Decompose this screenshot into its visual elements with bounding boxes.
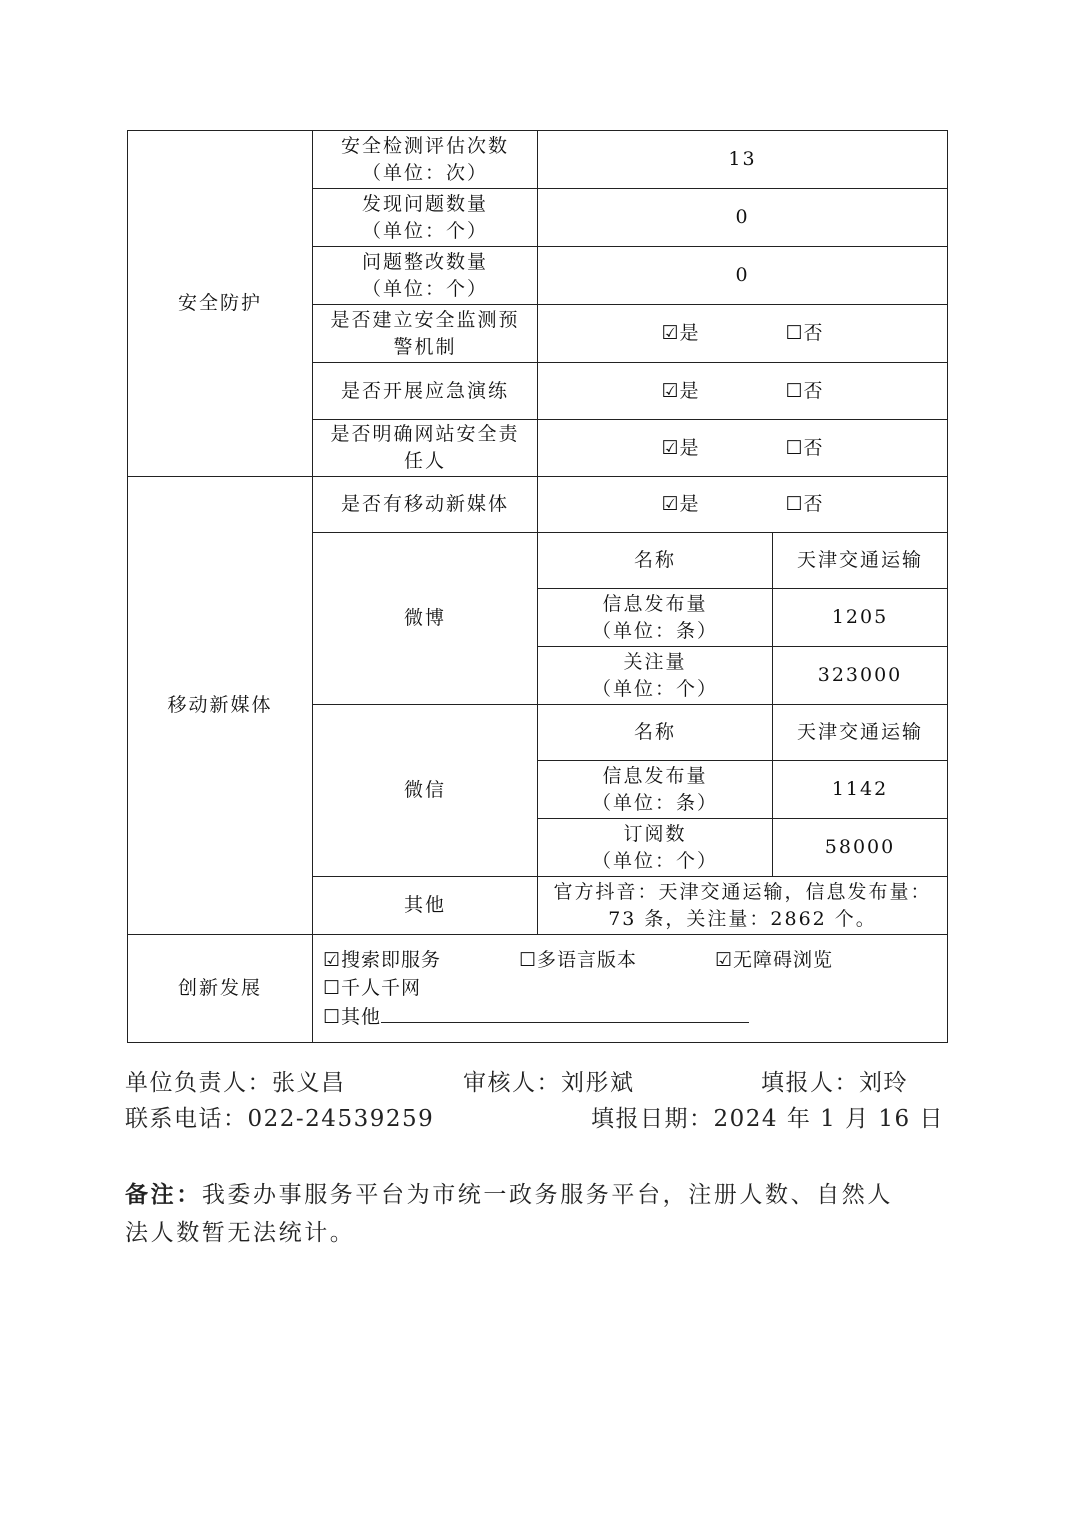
accessibility-checkbox[interactable]: ☑无障碍浏览	[715, 949, 834, 971]
issues-found-value: 0	[538, 189, 948, 247]
monitoring-mechanism-options	[538, 305, 948, 363]
yes-checkbox[interactable]: ☑是	[661, 379, 700, 402]
weibo-name-value: 天津交通运输	[773, 533, 948, 589]
table-row	[128, 131, 948, 189]
innovation-options	[313, 935, 948, 1043]
remark-title: 备注：	[125, 1181, 202, 1208]
yes-checkbox[interactable]: ☑是	[661, 436, 700, 459]
emergency-drill-label: 是否开展应急演练	[313, 363, 538, 420]
other-blank-line[interactable]	[381, 1002, 749, 1023]
other-checkbox[interactable]: ☐其他	[323, 1006, 382, 1028]
wechat-subscribers-value: 58000	[773, 819, 948, 877]
weibo-followers-label: 关注量 （单位：个）	[538, 647, 773, 705]
unit-head: 单位负责人：张义昌	[125, 1070, 346, 1096]
security-section-label: 安全防护	[128, 131, 313, 477]
fill-date: 填报日期：2024 年 1 月 16 日	[591, 1106, 944, 1132]
security-check-count-label: 安全检测评估次数 （单位：次）	[313, 131, 538, 189]
yes-checkbox[interactable]: ☑是	[661, 322, 700, 344]
table-row	[128, 477, 948, 533]
wechat-subscribers-label: 订阅数 （单位：个）	[538, 819, 773, 877]
reviewer: 审核人：刘彤斌	[463, 1070, 635, 1096]
security-owner-label: 是否明确网站安全责 任人	[313, 420, 538, 477]
search-as-service-checkbox[interactable]: ☑搜索即服务	[323, 949, 442, 971]
weibo-posts-value: 1205	[773, 589, 948, 647]
report-table	[127, 130, 948, 1043]
weibo-name-label: 名称	[538, 533, 773, 589]
filler: 填报人：刘玲	[761, 1070, 908, 1096]
no-checkbox[interactable]: ☐否	[785, 493, 824, 515]
monitoring-mechanism-label: 是否建立安全监测预 警机制	[313, 305, 538, 363]
wechat-posts-value: 1142	[773, 761, 948, 819]
personalized-web-checkbox[interactable]: ☐千人千网	[323, 977, 422, 999]
remark-text: 我委办事服务平台为市统一政务服务平台，注册人数、自然人法人数暂无法统计。	[125, 1182, 894, 1246]
other-media-text: 官方抖音：天津交通运输，信息发布量： 73 条，关注量：2862 个。	[538, 877, 948, 935]
wechat-posts-label: 信息发布量 （单位：条）	[538, 761, 773, 819]
issues-fixed-value: 0	[538, 247, 948, 305]
wechat-name-label: 名称	[538, 705, 773, 761]
wechat-name-value: 天津交通运输	[773, 705, 948, 761]
emergency-drill-options	[538, 363, 948, 420]
innovation-section-label: 创新发展	[128, 935, 313, 1043]
issues-fixed-label: 问题整改数量 （单位：个）	[313, 247, 538, 305]
security-check-count-value: 13	[538, 131, 948, 189]
issues-found-label: 发现问题数量 （单位：个）	[313, 189, 538, 247]
has-mobile-media-options	[538, 477, 948, 533]
weibo-followers-value: 323000	[773, 647, 948, 705]
weibo-label: 微博	[313, 533, 538, 705]
other-media-label: 其他	[313, 877, 538, 935]
weibo-posts-label: 信息发布量 （单位：条）	[538, 589, 773, 647]
has-mobile-media-label: 是否有移动新媒体	[313, 477, 538, 533]
wechat-label: 微信	[313, 705, 538, 877]
multilingual-checkbox[interactable]: ☐多语言版本	[519, 949, 638, 971]
mobile-section-label: 移动新媒体	[128, 477, 313, 935]
table-row	[128, 935, 948, 1043]
remark	[125, 1176, 915, 1252]
no-checkbox[interactable]: ☐否	[785, 379, 824, 402]
contact-phone: 联系电话：022-24539259	[125, 1106, 435, 1132]
no-checkbox[interactable]: ☐否	[785, 322, 824, 344]
no-checkbox[interactable]: ☐否	[785, 436, 824, 459]
security-owner-options	[538, 420, 948, 477]
yes-checkbox[interactable]: ☑是	[661, 493, 700, 515]
